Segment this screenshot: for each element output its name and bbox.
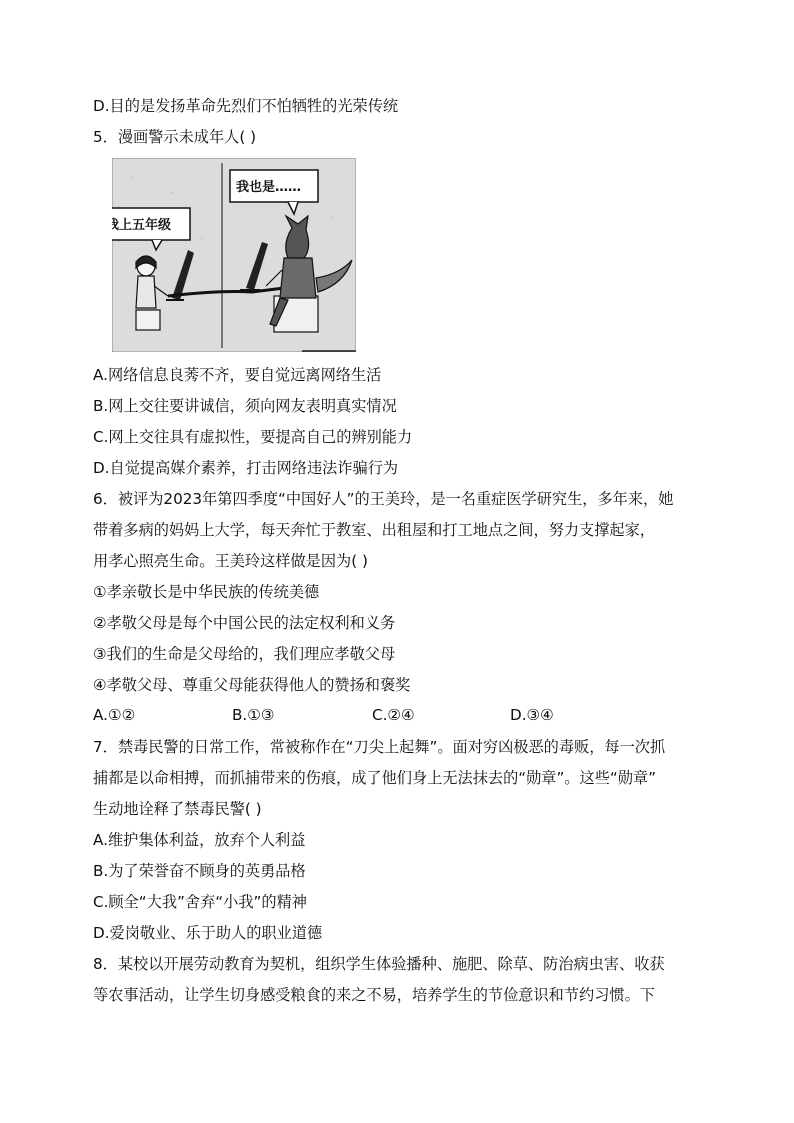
q5-stem: 5．漫画警示未成年人( ) (93, 128, 257, 146)
right-bubble-text: 我也是…… (236, 180, 302, 195)
q5-option-c: C.网上交往具有虚拟性，要提高自己的辨别能力 (93, 428, 413, 446)
internet-safety-cartoon (112, 158, 356, 352)
q8-stem-line-1: 8．某校以开展劳动教育为契机，组织学生体验播种、施肥、除草、防治病虫害、收获 (93, 955, 665, 973)
q7-option-b: B.为了荣誉奋不顾身的英勇品格 (93, 862, 306, 880)
q7-stem-line-1: 7．禁毒民警的日常工作，常被称作在“刀尖上起舞”。面对穷凶极恶的毒贩，每一次抓 (93, 738, 666, 756)
q6-option-b: B.①③ (232, 706, 275, 724)
q5-option-d: D.自觉提高媒介素养，打击网络违法诈骗行为 (93, 459, 399, 477)
q7-stem-line-3: 生动地诠释了禁毒民警( ) (93, 800, 262, 818)
q6-statement-4: ④孝敬父母、尊重父母能获得他人的赞扬和褒奖 (93, 676, 411, 694)
q6-statement-2: ②孝敬父母是每个中国公民的法定权利和义务 (93, 614, 396, 632)
q5-option-a: A.网络信息良莠不齐，要自觉远离网络生活 (93, 366, 382, 384)
left-bubble-text: 我上五年级 (112, 218, 172, 233)
q7-option-d: D.爱岗敬业、乐于助人的职业道德 (93, 924, 323, 942)
q8-stem-line-2: 等农事活动，让学生切身感受粮食的来之不易，培养学生的节俭意识和节约习惯。下 (93, 986, 655, 1004)
q6-option-a: A.①② (93, 706, 136, 724)
q6-statement-3: ③我们的生命是父母给的，我们理应孝敬父母 (93, 645, 396, 663)
q6-stem-line-3: 用孝心照亮生命。王美玲这样做是因为( ) (93, 552, 368, 570)
q7-option-c: C.顾全“大我”舍弃“小我”的精神 (93, 893, 307, 911)
q4-option-d: D.目的是发扬革命先烈们不怕牺牲的光荣传统 (93, 97, 399, 115)
q6-option-d: D.③④ (510, 706, 554, 724)
q7-stem-line-2: 捕都是以命相搏，而抓捕带来的伤痕，成了他们身上无法抹去的“勋章”。这些“勋章” (93, 769, 657, 787)
q6-statement-1: ①孝亲敬长是中华民族的传统美德 (93, 583, 320, 601)
q6-options (93, 706, 713, 726)
q6-stem-line-1: 6．被评为2023年第四季度“中国好人”的王美玲，是一名重症医学研究生，多年来，她 (93, 490, 674, 508)
q7-option-a: A.维护集体利益，放弃个人利益 (93, 831, 306, 849)
q6-option-c: C.②④ (372, 706, 415, 724)
q6-stem-line-2: 带着多病的妈妈上大学，每天奔忙于教室、出租屋和打工地点之间，努力支撑起家， (93, 521, 655, 539)
q5-option-b: B.网上交往要讲诚信，须向网友表明真实情况 (93, 397, 397, 415)
